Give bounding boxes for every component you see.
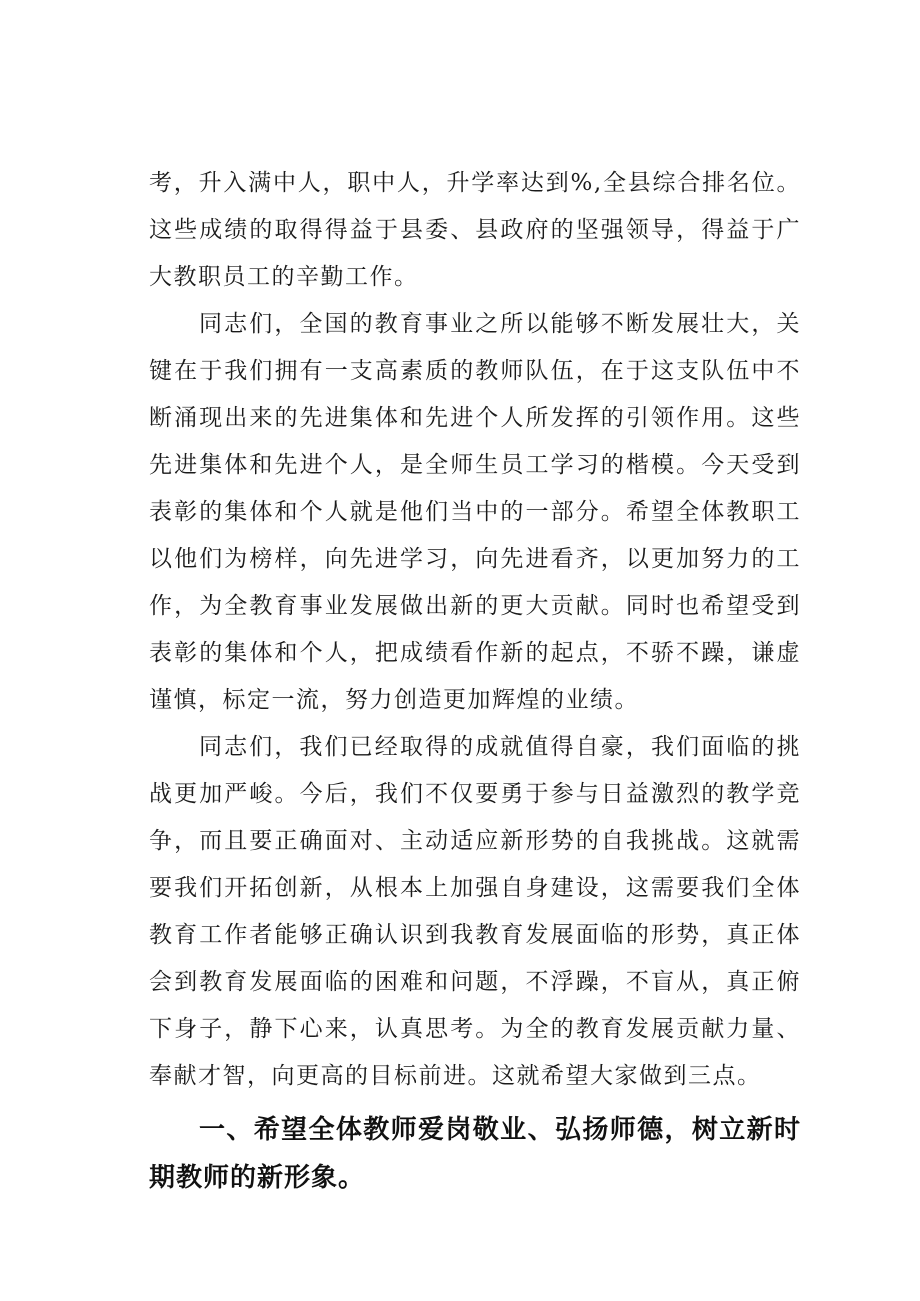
document-body [149,160,801,1202]
paragraph-teachers-role: 同志们，全国的教育事业之所以能够不断发展壮大，关键在于我们拥有一支高素质的教师队伍，在于这支队伍中不断涌现出来的先进集体和先进个人所发挥的引领作用。这些先进集体和先进个人，是全师生员工学习的楷模。今天受到表彰的集体和个人就是他们当中的一部分。希望全体教职工以他们为榜样，向先进学习，向先进看齐，以更加努力的工作，为全教育事业发展做出新的更大贡献。同时也希望受到表彰的集体和个人，把成绩看作新的起点，不骄不躁，谦虚谨慎，标定一流，努力创造更加辉煌的业绩。 [149,311,801,713]
section-heading: 一、希望全体教师爱岗敬业、弘扬师德，树立新时期教师的新形象。 [149,1115,801,1193]
paragraph-continued: 考，升入满中人，职中人，升学率达到%,全县综合排名位。这些成绩的取得得益于县委、县政府的坚强领导，得益于广大教职员工的辛勤工作。 [149,170,801,290]
paragraph-challenges: 同志们，我们已经取得的成就值得自豪，我们面临的挑战更加严峻。今后，我们不仅要勇于参与日益激烈的教学竞争，而且要正确面对、主动适应新形势的自我挑战。这就需要我们开拓创新，从根本上加强自身建设，这需要我们全体教育工作者能够正确认识到我教育发展面临的形势，真正体会到教育发展面临的困难和问题，不浮躁，不盲从，真正俯下身子，静下心来，认真思考。为全的教育发展贡献力量、奉献才智，向更高的目标前进。这就希望大家做到三点。 [149,734,801,1089]
